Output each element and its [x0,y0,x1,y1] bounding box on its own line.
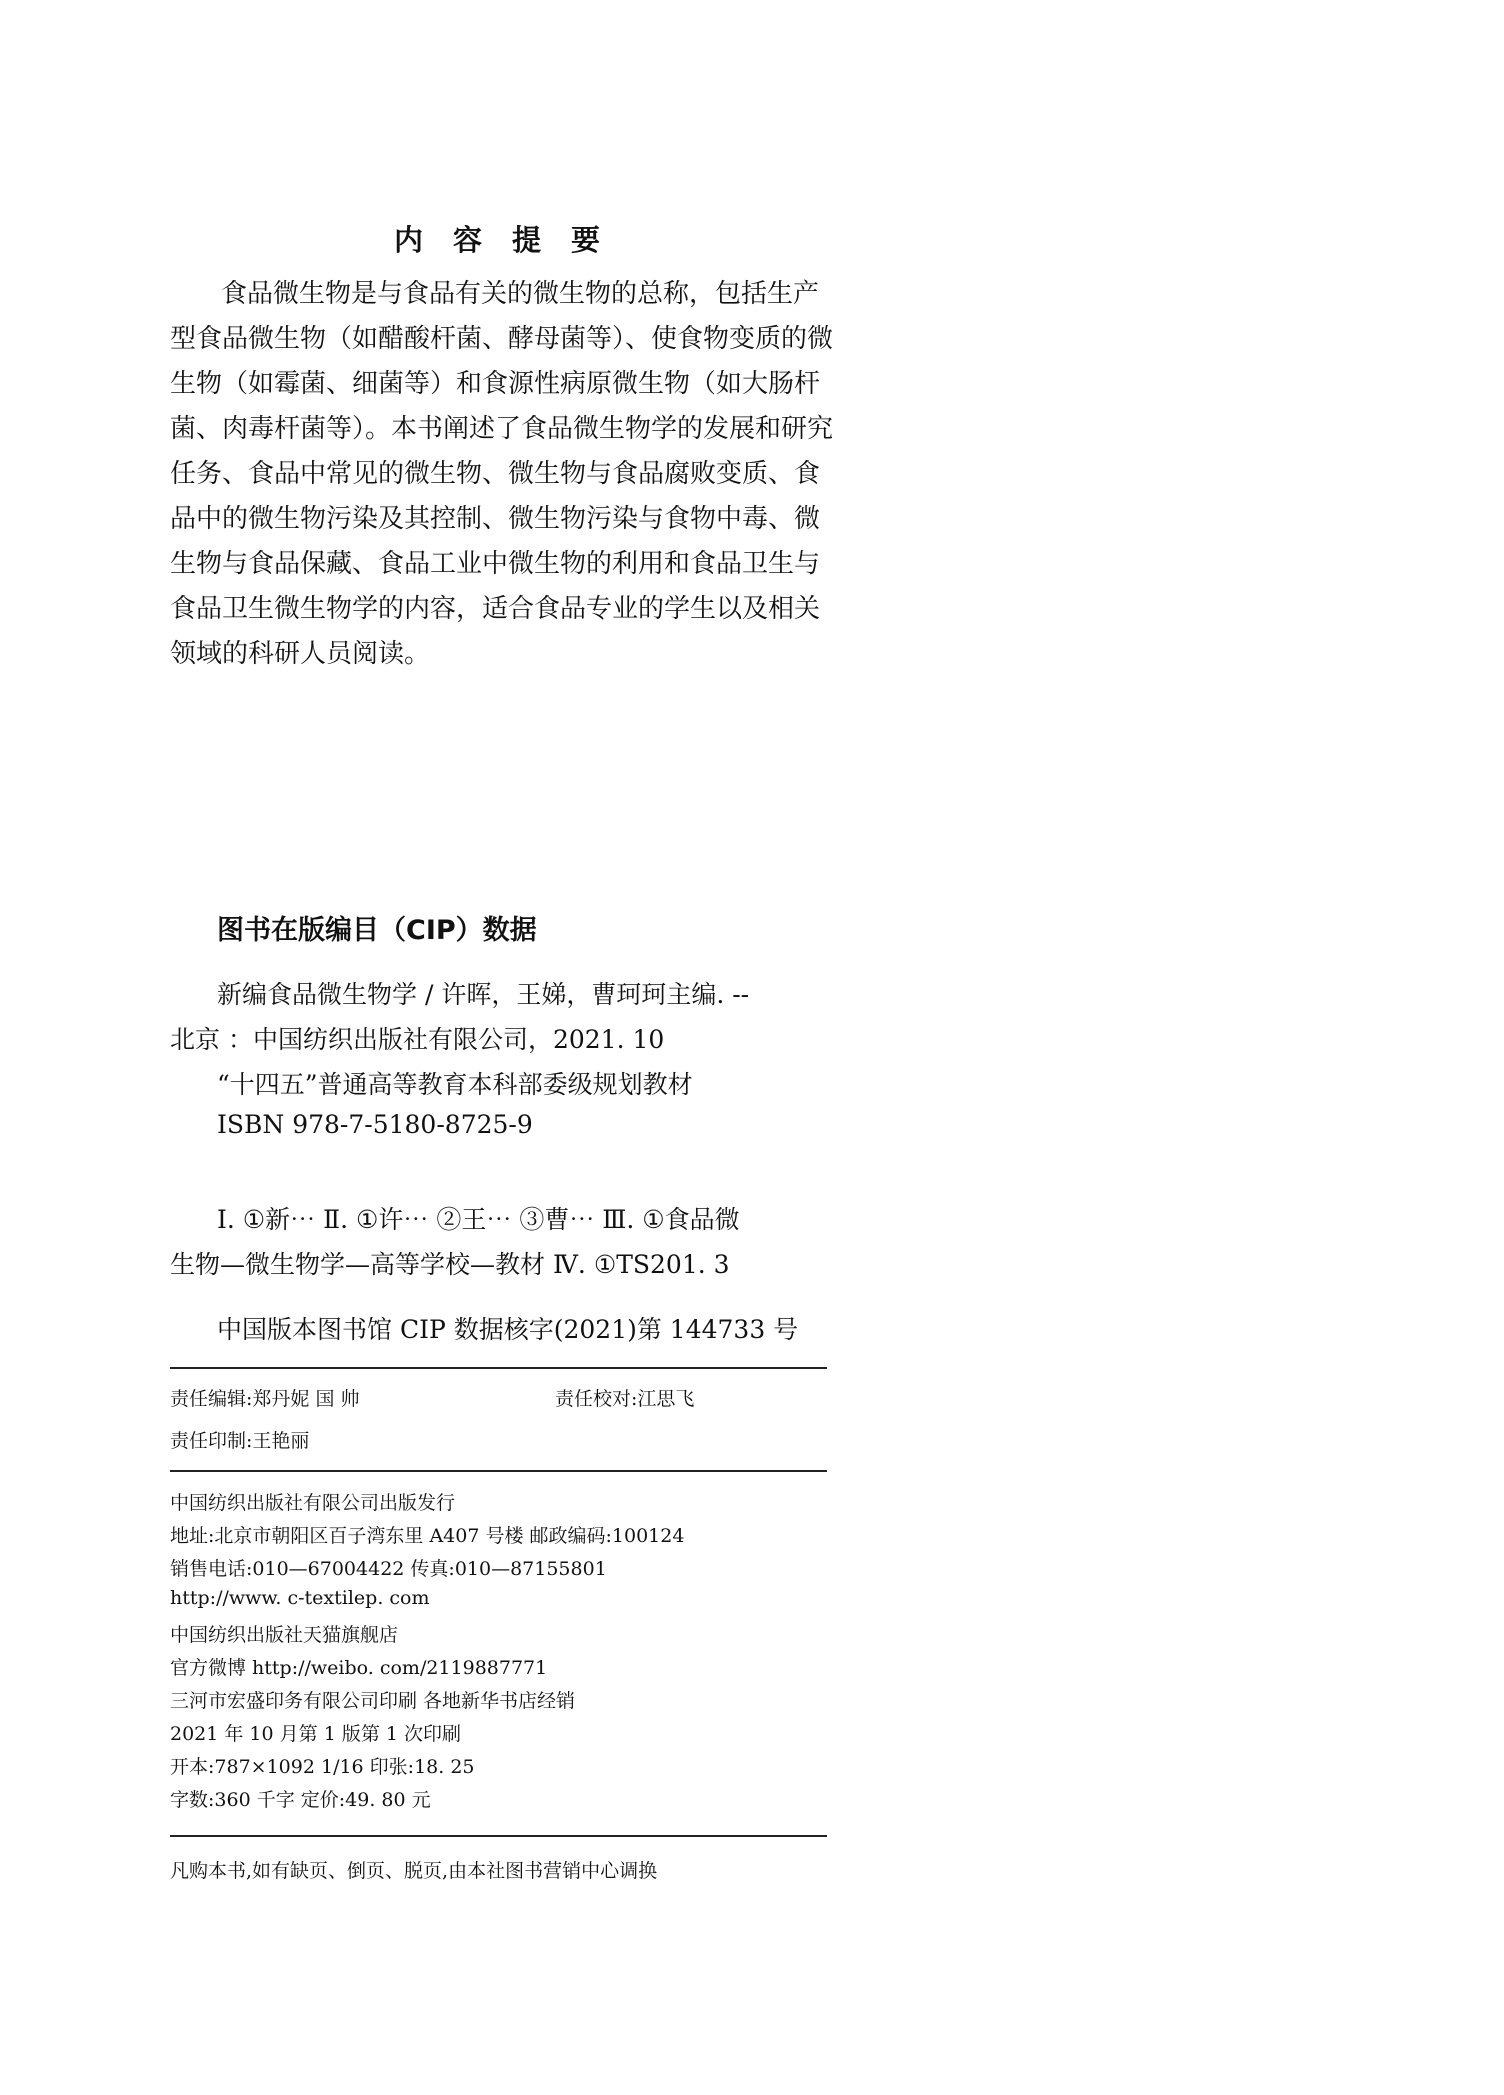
summary-line: 任务、食品中常见的微生物、微生物与食品腐败变质、食 [170,459,821,489]
summary-line: 型食品微生物（如醋酸杆菌、酵母菌等）、使食物变质的微 [170,324,834,354]
staff-proofreader: 责任校对:江思飞 [555,1388,695,1410]
notice-line: 凡购本书,如有缺页、倒页、脱页,由本社图书营销中心调换 [170,1860,658,1882]
summary-line: 品中的微生物污染及其控制、微生物污染与食物中毒、微 [170,504,821,534]
summary-heading: 内容提要 [394,223,631,257]
summary-line: 生物与食品保藏、食品工业中微生物的利用和食品卫生与 [170,549,821,579]
publisher-line: 地址:北京市朝阳区百子湾东里 A407 号楼 邮政编码:100124 [170,1525,685,1547]
publisher-line: 官方微博 http://weibo. com/2119887771 [170,1657,548,1679]
cip-subject-line: 生物—微生物学—高等学校—教材 Ⅳ. ①TS201. 3 [170,1250,730,1279]
cip-isbn-line: ISBN 978-7-5180-8725-9 [217,1110,533,1139]
publisher-line: 中国纺织出版社天猫旗舰店 [170,1624,399,1646]
divider [170,1470,827,1472]
cip-series-line: “十四五”普通高等教育本科部委级规划教材 [217,1070,693,1099]
summary-line: 食品微生物是与食品有关的微生物的总称，包括生产 [221,279,820,309]
divider [170,1367,827,1369]
publisher-line: 2021 年 10 月第 1 版第 1 次印刷 [170,1723,461,1745]
summary-line: 生物（如霉菌、细菌等）和食源性病原微生物（如大肠杆 [170,369,821,399]
cip-publisher-line: 北京 ：中国纺织出版社有限公司，2021. 10 [170,1025,665,1054]
summary-line: 菌、肉毒杆菌等）。本书阐述了食品微生物学的发展和研究 [170,414,834,444]
staff-printing: 责任印制:王艳丽 [170,1430,310,1452]
publisher-line: 三河市宏盛印务有限公司印刷 各地新华书店经销 [170,1690,576,1712]
cip-subject-line: Ⅰ. ①新⋯ Ⅱ. ①许⋯ ②王⋯ ③曹⋯ Ⅲ. ①食品微 [217,1205,740,1234]
publisher-line: 销售电话:010—67004422 传真:010—87155801 [170,1558,607,1580]
divider [170,1835,827,1837]
summary-line: 食品卫生微生物学的内容，适合食品专业的学生以及相关 [170,594,821,624]
publisher-line: http://www. c-textilep. com [170,1587,430,1609]
cip-heading: 图书在版编目（CIP）数据 [217,915,537,946]
summary-line: 领域的科研人员阅读。 [170,639,431,669]
publisher-line: 开本:787×1092 1/16 印张:18. 25 [170,1756,475,1778]
publisher-line: 中国纺织出版社有限公司出版发行 [170,1492,456,1514]
cip-record-line: 中国版本图书馆 CIP 数据核字(2021)第 144733 号 [217,1315,799,1344]
cip-book-line: 新编食品微生物学 / 许晖，王娣，曹珂珂主编. -- [217,980,750,1009]
publisher-line: 字数:360 千字 定价:49. 80 元 [170,1789,431,1811]
staff-editor: 责任编辑:郑丹妮 国 帅 [170,1388,360,1410]
